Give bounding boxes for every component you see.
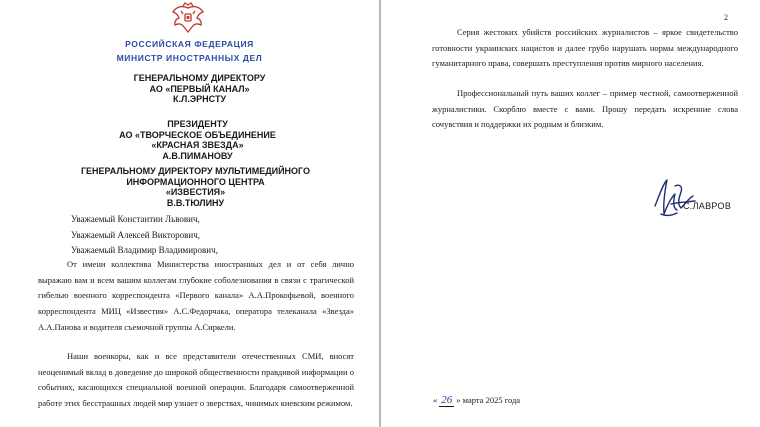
handwritten-signature <box>651 176 703 220</box>
addressee-line: А.В.ПИМАНОВУ <box>162 150 233 161</box>
body-paragraph-2: Наши военкоры, как и все представители отечественных СМИ, вносят неоценимый вклад в доведение до широкой общественности правдивой информации о событиях, касающихся специальной военной операции. Благодаря самоотверженной работе этих бесстрашных людей мир узнает о зверствах, чинимых киевским режимом. <box>38 351 354 409</box>
addressee-block-2 <box>8 119 379 161</box>
addressee-line: АО «ПЕРВЫЙ КАНАЛ» <box>149 83 250 94</box>
salutation-1: Уважаемый Константин Львович, <box>71 214 200 224</box>
addressee-line: «ИЗВЕСТИЯ» <box>165 187 226 197</box>
body-paragraph-1: От имени коллектива Министерства иностранных дел и от себя лично выражаю вам и всем вашим коллегам глубокие соболезнования в связи с трагической гибелью военного корреспондента «Первого канала» А.А.Прокофьевой, военного корреспондента МИЦ «Известия» А.С.Федорчака, оператора телеканала «Звезда» А.А.Панова и водителя съемочной группы А.Сиркели. <box>38 259 354 332</box>
addressee-line: ИНФОРМАЦИОННОГО ЦЕНТРА <box>126 176 265 187</box>
addressee-line: В.В.ТЮЛИНУ <box>166 197 225 208</box>
date-day-handwritten: 26 <box>441 394 453 406</box>
letter-date <box>433 394 520 407</box>
letterhead-ministry: МИНИСТР ИНОСТРАННЫХ ДЕЛ <box>116 53 263 63</box>
addressee-block-1 <box>10 73 379 105</box>
addressee-line: ГЕНЕРАЛЬНОМУ ДИРЕКТОРУ <box>133 73 266 83</box>
addressee-line: ГЕНЕРАЛЬНОМУ ДИРЕКТОРУ МУЛЬТИМЕДИЙНОГО <box>80 166 311 176</box>
date-open-quote: « <box>433 395 438 405</box>
addressee-line: К.Л.ЭРНСТУ <box>172 94 227 104</box>
date-month-year: марта 2025 года <box>462 395 521 405</box>
addressee-block-3 <box>6 166 379 208</box>
letterhead-country: РОССИЙСКАЯ ФЕДЕРАЦИЯ <box>125 39 254 49</box>
letter-page-1 <box>0 0 379 427</box>
addressee-line: АО «ТВОРЧЕСКОЕ ОБЪЕДИНЕНИЕ <box>119 129 276 140</box>
addressee-line: ПРЕЗИДЕНТУ <box>167 119 228 129</box>
letter-page-2 <box>381 0 760 427</box>
page-number: 2 <box>724 13 728 22</box>
salutation-3: Уважаемый Владимир Владимирович, <box>71 245 218 255</box>
coat-of-arms-icon <box>170 2 206 36</box>
signatory-name: С.ЛАВРОВ <box>683 201 732 211</box>
body-paragraph-4: Профессиональный путь ваших коллег – пример честной, самоотверженной журналистики. Скорблю вместе с вами. Прошу передать искренние слова сочувствия и поддержки их родным и близким. <box>432 88 738 130</box>
addressee-line: «КРАСНАЯ ЗВЕЗДА» <box>151 140 244 150</box>
salutation-2: Уважаемый Алексей Викторович, <box>71 230 201 240</box>
body-paragraph-3: Серия жестоких убийств российских журналистов – яркое свидетельство готовности украинских нацистов и далее грубо нарушать нормы международного гуманитарного права, совершать преступления против мирного населения. <box>432 27 738 69</box>
date-close-quote: » <box>456 395 461 405</box>
